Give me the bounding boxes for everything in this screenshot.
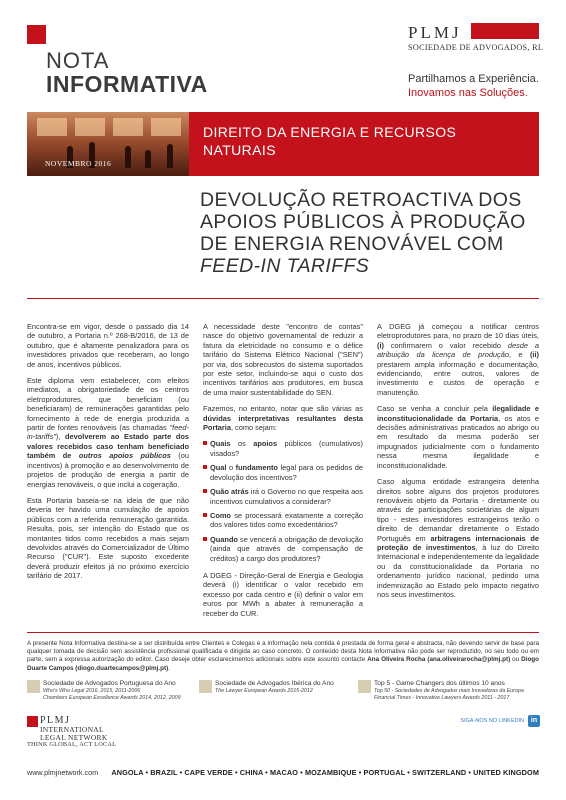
question-item: Quais os apoios públicos (cumulativos) visados? (203, 439, 363, 458)
practice-area-line-2: NATURAIS (203, 142, 276, 158)
website-link[interactable]: www.plmjnetwork.com (27, 768, 99, 777)
bullet-icon (203, 465, 207, 469)
linkedin-label[interactable]: SIGA-NOS NO LINKEDIN (460, 718, 524, 724)
issue-date: NOVEMBRO 2016 (45, 159, 112, 168)
divider-top (27, 298, 539, 299)
tagline-line-1: Partilhamos a Experiência. (408, 73, 539, 85)
logo-red-bar (471, 23, 539, 39)
paragraph: A DGEG já começou a notificar centros eletroprodutores para, no prazo de 10 dias úteis, (i) confirmarem o valor recebido desde a atribuição da licença de produção, e (ii) prestarem ampla informação e documentação, evidenciando, entre outros, valores de investimento e custos de operação e manutenção. (377, 322, 539, 397)
award-icon (27, 680, 40, 693)
question-item: Quando se vencerá a obrigação de devolução (ainda que através de compensação de créditos) a cargo dos produtores? (203, 535, 363, 563)
body-column-1 (27, 322, 189, 588)
bullet-icon (203, 489, 207, 493)
title-line-2: INFORMATIVA (46, 71, 208, 97)
tagline (408, 72, 539, 100)
countries-list: ANGOLA • BRAZIL • CAPE VERDE • CHINA • MACAO • MOZAMBIQUE • PORTUGAL • SWITZERLAND • UNITED KINGDOM (111, 768, 539, 777)
headline-line-3: DE ENERGIA RENOVÁVEL COM (200, 233, 504, 255)
linkedin-follow[interactable] (462, 715, 540, 727)
paragraph: Esta Portaria baseia-se na ideia de que não deveria ter havido uma cumulação de apoios públicos com a referida remuneração garantida. Resulta, pois, ser intenção do Estado que os montantes tidos como recebidos a mais sejam devolvidos através do Comercializador de Último Recurso ("CUR"). Este suposto excedente deverá produzir efeitos já no próximo exercício tarifário de 2017. (27, 495, 189, 581)
question-item: Como se processará exatamente a correção dos valores tidos como excedentários? (203, 511, 363, 530)
bullet-icon (203, 441, 207, 445)
paragraph: Caso alguma entidade estrangeira detenha direitos sobre alguns dos projetos produtores renováveis objeto da Portaria - diretamente ou através de participações societárias de algum tipo - estes investidores estrangeiros terão o direito de demandar diretamente o Estado Português em arbitragens internacionais de proteção de investimentos, à luz do Direito Internacional e independentemente da legalidade ou da constitucionalidade da Portaria no ordenamento jurídico nacional, pedindo uma indemnização ao Estado pelo impacto negativo nos seus investimentos. (377, 477, 539, 599)
disclaimer: A presente Nota Informativa destina-se a ser distribuída entre Clientes e Colegas e a informação nela contida é prestada de forma geral e abstracta, não devendo servir de base para qualquer tomada de decisão sem assistência profissional qualificada e dirigida ao caso concreto. O conteúdo desta Nota Informativa não pode ser reproduzido, no seu todo ou em parte, sem a expressa autorização do editor. Caso deseje obter esclarecimentos adicionais sobre este assunto contacte Ana Oliveira Rocha (ana.oliveirarocha@plmj.pt) ou Diogo Duarte Campos (diogo.duartecampos@plmj.pt). (27, 640, 539, 672)
title-line-1: NOTA (46, 48, 110, 73)
paragraph: Encontra-se em vigor, desde o passado dia 14 de outubro, a Portaria n.º 268-B/2016, de 13 de outubro, que é altamente penalizadora para os investidores privados que receberam, ao longo de anos, incentivos públicos. (27, 322, 189, 369)
award-icon (199, 680, 212, 693)
paragraph: Este diploma vem estabelecer, com efeitos imediatos, a obrigatoriedade de os centros eletroprodutores, que beneficiam (ou beneficiaram) de remunerações garantidas pelo fornecimento à rede de energia produzida a partir de fontes renováveis (as chamadas "feed-in-tariffs"), devolverem ao Estado parte dos valores recebidos caso tenham beneficiado também de outros apoios públicos (ou incentivos) à promoção e ao desenvolvimento de projetos de produção de energia a partir de energias renováveis, o que inclui a cogeração. (27, 376, 189, 489)
paragraph: Fazemos, no entanto, notar que são várias as dúvidas interpretativas resultantes desta Portaria, como sejam: (203, 404, 363, 433)
paragraph: A DGEG - Direção-Geral de Energia e Geologia deverá (i) identificar o valor recebido em excesso por cada centro e (ii) definir o valor em euros por MWh a abater à remuneração a receber do CUR. (203, 570, 363, 618)
practice-area-line-1: DIREITO DA ENERGIA E RECURSOS (203, 124, 457, 140)
plmj-international-logo: PLMJ INTERNATIONAL LEGAL NETWORK THINK GLOBAL, ACT LOCAL (27, 715, 117, 748)
paragraph: Caso se venha a concluir pela ilegalidade e inconstitucionalidade da Portaria, os atos e decisões administrativas praticados ao abrigo ou em resultado da mesma poderão ser impugnados judicialmente com o fundamento nessa mesma ilegalidade e inconstitucionalidade. (377, 404, 539, 470)
divider-bottom (27, 632, 539, 633)
practice-area-title (203, 123, 456, 159)
headline-line-2: APOIOS PÚBLICOS À PRODUÇÃO (200, 211, 526, 233)
contact-link-ana[interactable]: Ana Oliveira Rocha (ana.oliveirarocha@plmj.pt) (367, 656, 511, 664)
tagline-line-2: Inovamos nas Soluções. (408, 87, 528, 99)
linkedin-icon[interactable]: in (528, 715, 540, 727)
article-headline (200, 189, 540, 277)
banner-photo (27, 112, 189, 176)
awards-row: Sociedade de Advogados Portuguesa do Ano Who's Who Legal 2016, 2015, 2011-2006 Chambers European Excellence Awards 2014, 2012, 2009 Sociedade de Advogados Ibérica do Ano The Lawyer European Awards 2015-2012 Top 5 - Game Changers dos últimos 10 anos Top 50 - Sociedades de Advogados mais Inovadoras da Europa Financial Times - Innovative Lawyers Awards 2011 - 2017 (27, 680, 539, 704)
award-icon (358, 680, 371, 693)
paragraph: A necessidade deste "encontro de contas" nasce do objetivo governamental de reduzir a fatura da eletricidade no consumo e o défice tarifário do Sistema Elétrico Nacional ("SEN") por via, dos sobrecustos do sistema suportados por este setor, incluindo-se aqui o custo dos incentivos tarifários aos produtores, em busca de uma maior sustentabilidade do SEN. (203, 322, 363, 397)
headline-line-1: DEVOLUÇÃO RETROACTIVA DOS (200, 189, 522, 211)
headline-line-4: FEED-IN TARIFFS (200, 255, 370, 277)
bullet-icon (203, 537, 207, 541)
bullet-icon (203, 513, 207, 517)
question-item: Quão atrás irá o Governo no que respeita aos incentivos cumulativos a considerar? (203, 487, 363, 506)
intl-logo-square (27, 716, 38, 727)
body-column-3 (377, 322, 539, 606)
question-item: Qual o fundamento legal para os pedidos de devolução dos incentivos? (203, 463, 363, 482)
header-red-square (27, 25, 46, 44)
document-title (46, 50, 208, 96)
logo-subtitle: SOCIEDADE DE ADVOGADOS, RL (408, 43, 544, 52)
body-column-2 (203, 322, 363, 625)
logo-word: PLMJ (408, 23, 462, 42)
contact-link-diogo[interactable]: Diogo Duarte Campos (diogo.duartecampos@plmj.pt) (27, 656, 539, 672)
section-banner (27, 112, 539, 176)
